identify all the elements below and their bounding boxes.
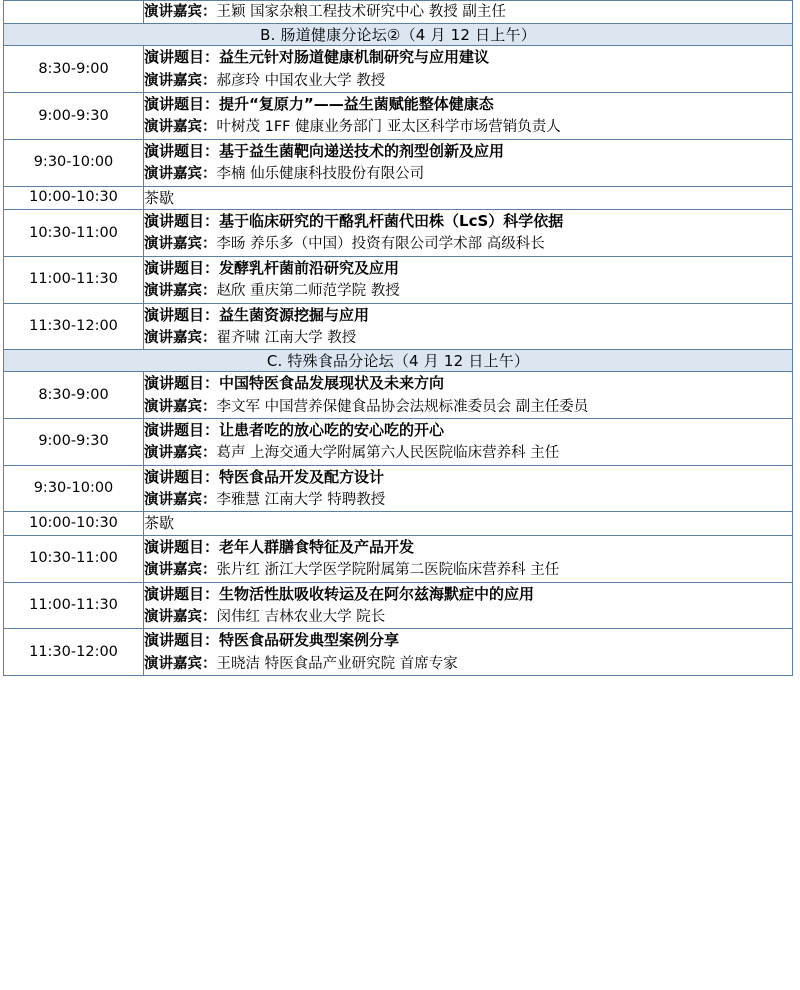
time-cell: 9:00-9:30 xyxy=(4,93,144,140)
session-body-cell xyxy=(144,256,793,303)
speaker-label: 演讲嘉宾： xyxy=(144,119,217,136)
table-row xyxy=(4,210,793,257)
topic-label: 演讲题目： xyxy=(144,212,220,231)
time-cell: 10:00-10:30 xyxy=(4,186,144,210)
speaker-label: 演讲嘉宾： xyxy=(144,166,217,183)
speaker-text: 王颖 国家杂粮工程技术研究中心 教授 副主任 xyxy=(216,4,506,20)
table-row xyxy=(4,372,793,419)
time-cell: 11:30-12:00 xyxy=(4,629,144,676)
table-row xyxy=(4,535,793,582)
time-cell: 8:30-9:00 xyxy=(4,46,144,93)
session-body-cell xyxy=(144,46,793,93)
agenda-table-body xyxy=(4,1,793,676)
topic-text: 发酵乳杆菌前沿研究及应用 xyxy=(219,258,400,277)
speaker-label: 演讲嘉宾： xyxy=(144,655,217,672)
speaker-line xyxy=(144,70,792,92)
topic-line xyxy=(144,140,792,163)
time-cell xyxy=(4,1,144,24)
speaker-text: 王晓洁 特医食品产业研究院 首席专家 xyxy=(216,655,458,672)
speaker-line xyxy=(144,653,792,675)
table-row xyxy=(4,186,793,210)
speaker-line xyxy=(144,1,792,23)
session-body-cell xyxy=(144,582,793,629)
speaker-label: 演讲嘉宾： xyxy=(144,445,217,462)
time-cell: 11:00-11:30 xyxy=(4,256,144,303)
table-row xyxy=(4,512,793,536)
speaker-line xyxy=(144,489,792,511)
table-row xyxy=(4,46,793,93)
topic-label: 演讲题目： xyxy=(144,95,220,114)
table-row xyxy=(4,139,793,186)
topic-line xyxy=(144,46,792,69)
session-body-cell xyxy=(144,1,793,24)
time-cell: 10:30-11:00 xyxy=(4,535,144,582)
topic-text: 益生菌资源挖掘与应用 xyxy=(219,305,370,324)
break-cell: 茶歇 xyxy=(144,186,793,210)
topic-text: 特医食品研发典型案例分享 xyxy=(219,631,400,650)
topic-label: 演讲题目： xyxy=(144,141,220,160)
speaker-label: 演讲嘉宾： xyxy=(144,283,217,300)
topic-line xyxy=(144,583,792,606)
topic-label: 演讲题目： xyxy=(144,537,220,556)
table-row xyxy=(4,350,793,372)
session-body-cell xyxy=(144,419,793,466)
time-cell: 9:30-10:00 xyxy=(4,465,144,512)
speaker-text: 张片红 浙江大学医学院附属第二医院临床营养科 主任 xyxy=(216,562,560,579)
break-cell: 茶歇 xyxy=(144,512,793,536)
session-body-cell xyxy=(144,372,793,419)
session-body-cell xyxy=(144,629,793,676)
speaker-text: 叶树茂 1FF 健康业务部门 亚太区科学市场营销负责人 xyxy=(216,119,561,136)
session-body-cell xyxy=(144,139,793,186)
time-cell: 9:30-10:00 xyxy=(4,139,144,186)
time-cell: 8:30-9:00 xyxy=(4,372,144,419)
speaker-text: 翟齐啸 江南大学 教授 xyxy=(216,329,357,346)
speaker-label: 演讲嘉宾： xyxy=(144,72,217,89)
topic-line xyxy=(144,536,792,559)
topic-text: 特医食品开发及配方设计 xyxy=(219,467,385,486)
topic-label: 演讲题目： xyxy=(144,467,220,486)
speaker-text: 李旸 养乐多（中国）投资有限公司学术部 高级科长 xyxy=(216,236,545,253)
table-row xyxy=(4,256,793,303)
speaker-line xyxy=(144,233,792,255)
session-body-cell xyxy=(144,210,793,257)
topic-line xyxy=(144,466,792,489)
speaker-text: 郝彦玲 中国农业大学 教授 xyxy=(216,72,386,89)
topic-text: 生物活性肽吸收转运及在阿尔兹海默症中的应用 xyxy=(219,584,535,603)
topic-text: 基于临床研究的干酪乳杆菌代田株（LcS）科学依据 xyxy=(219,212,564,231)
session-body-cell xyxy=(144,93,793,140)
speaker-label: 演讲嘉宾： xyxy=(144,562,217,579)
session-body-cell xyxy=(144,535,793,582)
topic-label: 演讲题目： xyxy=(144,631,220,650)
speaker-text: 赵欣 重庆第二师范学院 教授 xyxy=(216,283,400,300)
speaker-text: 闵伟红 吉林农业大学 院长 xyxy=(216,608,386,625)
table-row xyxy=(4,1,793,24)
topic-text: 让患者吃的放心吃的安心吃的开心 xyxy=(219,421,445,439)
topic-line xyxy=(144,629,792,652)
topic-line xyxy=(144,210,792,233)
speaker-line xyxy=(144,559,792,581)
speaker-line xyxy=(144,116,792,138)
table-row xyxy=(4,465,793,512)
table-row xyxy=(4,303,793,350)
table-row xyxy=(4,629,793,676)
speaker-line xyxy=(144,163,792,185)
speaker-label: 演讲嘉宾： xyxy=(144,329,217,346)
agenda-table xyxy=(3,0,793,676)
topic-text: 基于益生菌靶向递送技术的剂型创新及应用 xyxy=(219,141,505,160)
topic-text: 中国特医食品发展现状及未来方向 xyxy=(219,374,445,393)
time-cell: 11:30-12:00 xyxy=(4,303,144,350)
speaker-line xyxy=(144,606,792,628)
time-cell: 10:30-11:00 xyxy=(4,210,144,257)
speaker-text: 葛声 上海交通大学附属第六人民医院临床营养科 主任 xyxy=(216,445,560,462)
speaker-line xyxy=(144,396,792,418)
topic-label: 演讲题目： xyxy=(144,421,220,439)
topic-line xyxy=(144,419,792,442)
speaker-line xyxy=(144,280,792,302)
time-cell: 10:00-10:30 xyxy=(4,512,144,536)
topic-line xyxy=(144,372,792,395)
speaker-line xyxy=(144,327,792,349)
time-cell: 11:00-11:30 xyxy=(4,582,144,629)
table-row xyxy=(4,419,793,466)
section-header-b: B. 肠道健康分论坛②（4 月 12 日上午） xyxy=(4,24,793,46)
topic-text: 提升“复原力”——益生菌赋能整体健康态 xyxy=(219,95,494,114)
table-row xyxy=(4,582,793,629)
topic-line xyxy=(144,93,792,116)
session-body-cell xyxy=(144,465,793,512)
speaker-text: 李雅慧 江南大学 特聘教授 xyxy=(216,491,386,508)
topic-label: 演讲题目： xyxy=(144,584,220,603)
topic-label: 演讲题目： xyxy=(144,258,220,277)
time-cell: 9:00-9:30 xyxy=(4,419,144,466)
topic-line xyxy=(144,257,792,280)
topic-line xyxy=(144,304,792,327)
table-row xyxy=(4,93,793,140)
section-header-c: C. 特殊食品分论坛（4 月 12 日上午） xyxy=(4,350,793,372)
speaker-text: 李文军 中国营养保健食品协会法规标准委员会 副主任委员 xyxy=(216,398,589,415)
topic-label: 演讲题目： xyxy=(144,48,220,67)
topic-text: 老年人群膳食特征及产品开发 xyxy=(219,537,415,556)
table-row xyxy=(4,24,793,46)
topic-text: 益生元针对肠道健康机制研究与应用建议 xyxy=(219,48,490,67)
speaker-line xyxy=(144,442,792,464)
speaker-label: 演讲嘉宾： xyxy=(144,398,217,415)
speaker-text: 李楠 仙乐健康科技股份有限公司 xyxy=(216,166,425,183)
speaker-label: 演讲嘉宾： xyxy=(144,4,217,20)
topic-label: 演讲题目： xyxy=(144,305,220,324)
session-body-cell xyxy=(144,303,793,350)
speaker-label: 演讲嘉宾： xyxy=(144,608,217,625)
topic-label: 演讲题目： xyxy=(144,374,220,393)
speaker-label: 演讲嘉宾： xyxy=(144,236,217,253)
speaker-label: 演讲嘉宾： xyxy=(144,491,217,508)
